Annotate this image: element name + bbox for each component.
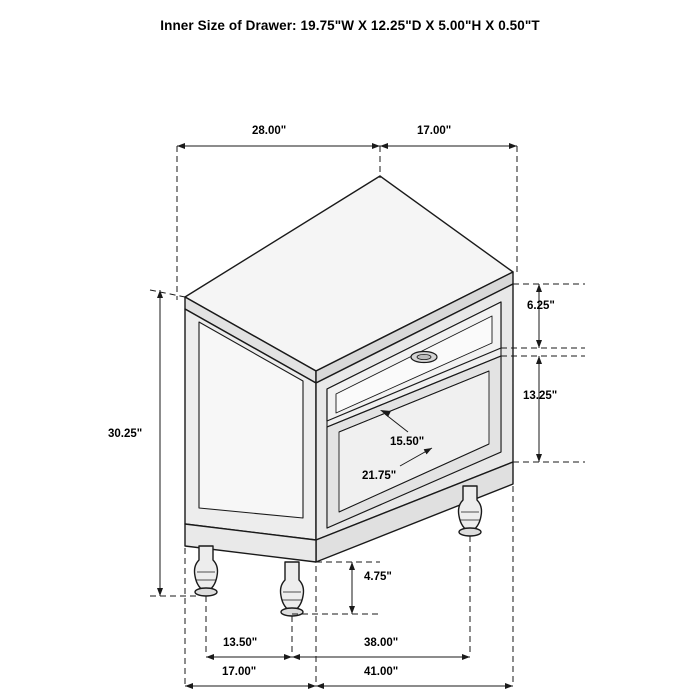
dim-label-leg-span-right: 38.00" [364,637,399,649]
dim-label-inner-width: 15.50" [390,436,425,448]
dim-label-inner-depth: 21.75" [362,470,397,482]
dim-label-top-left-width: 28.00" [252,125,287,137]
dim-label-base-width: 41.00" [364,666,399,678]
leg-front-center [281,562,304,616]
page-title: Inner Size of Drawer: 19.75"W X 12.25"D X 5.00"H X 0.50"T [160,18,540,33]
dim-label-drawer-face-height: 6.25" [527,300,555,312]
dim-label-base-depth: 17.00" [222,666,257,678]
ext-left-top [150,290,185,297]
dim-label-total-height: 30.25" [108,428,143,440]
drawer-pull-inner [417,354,431,359]
dim-label-lower-opening: 13.25" [523,390,558,402]
dim-label-leg-span-left: 13.50" [223,637,258,649]
dim-label-top-right-depth: 17.00" [417,125,452,137]
dim-label-leg-height: 4.75" [364,571,392,583]
nightstand-body [185,176,513,616]
leg-left [195,546,218,596]
